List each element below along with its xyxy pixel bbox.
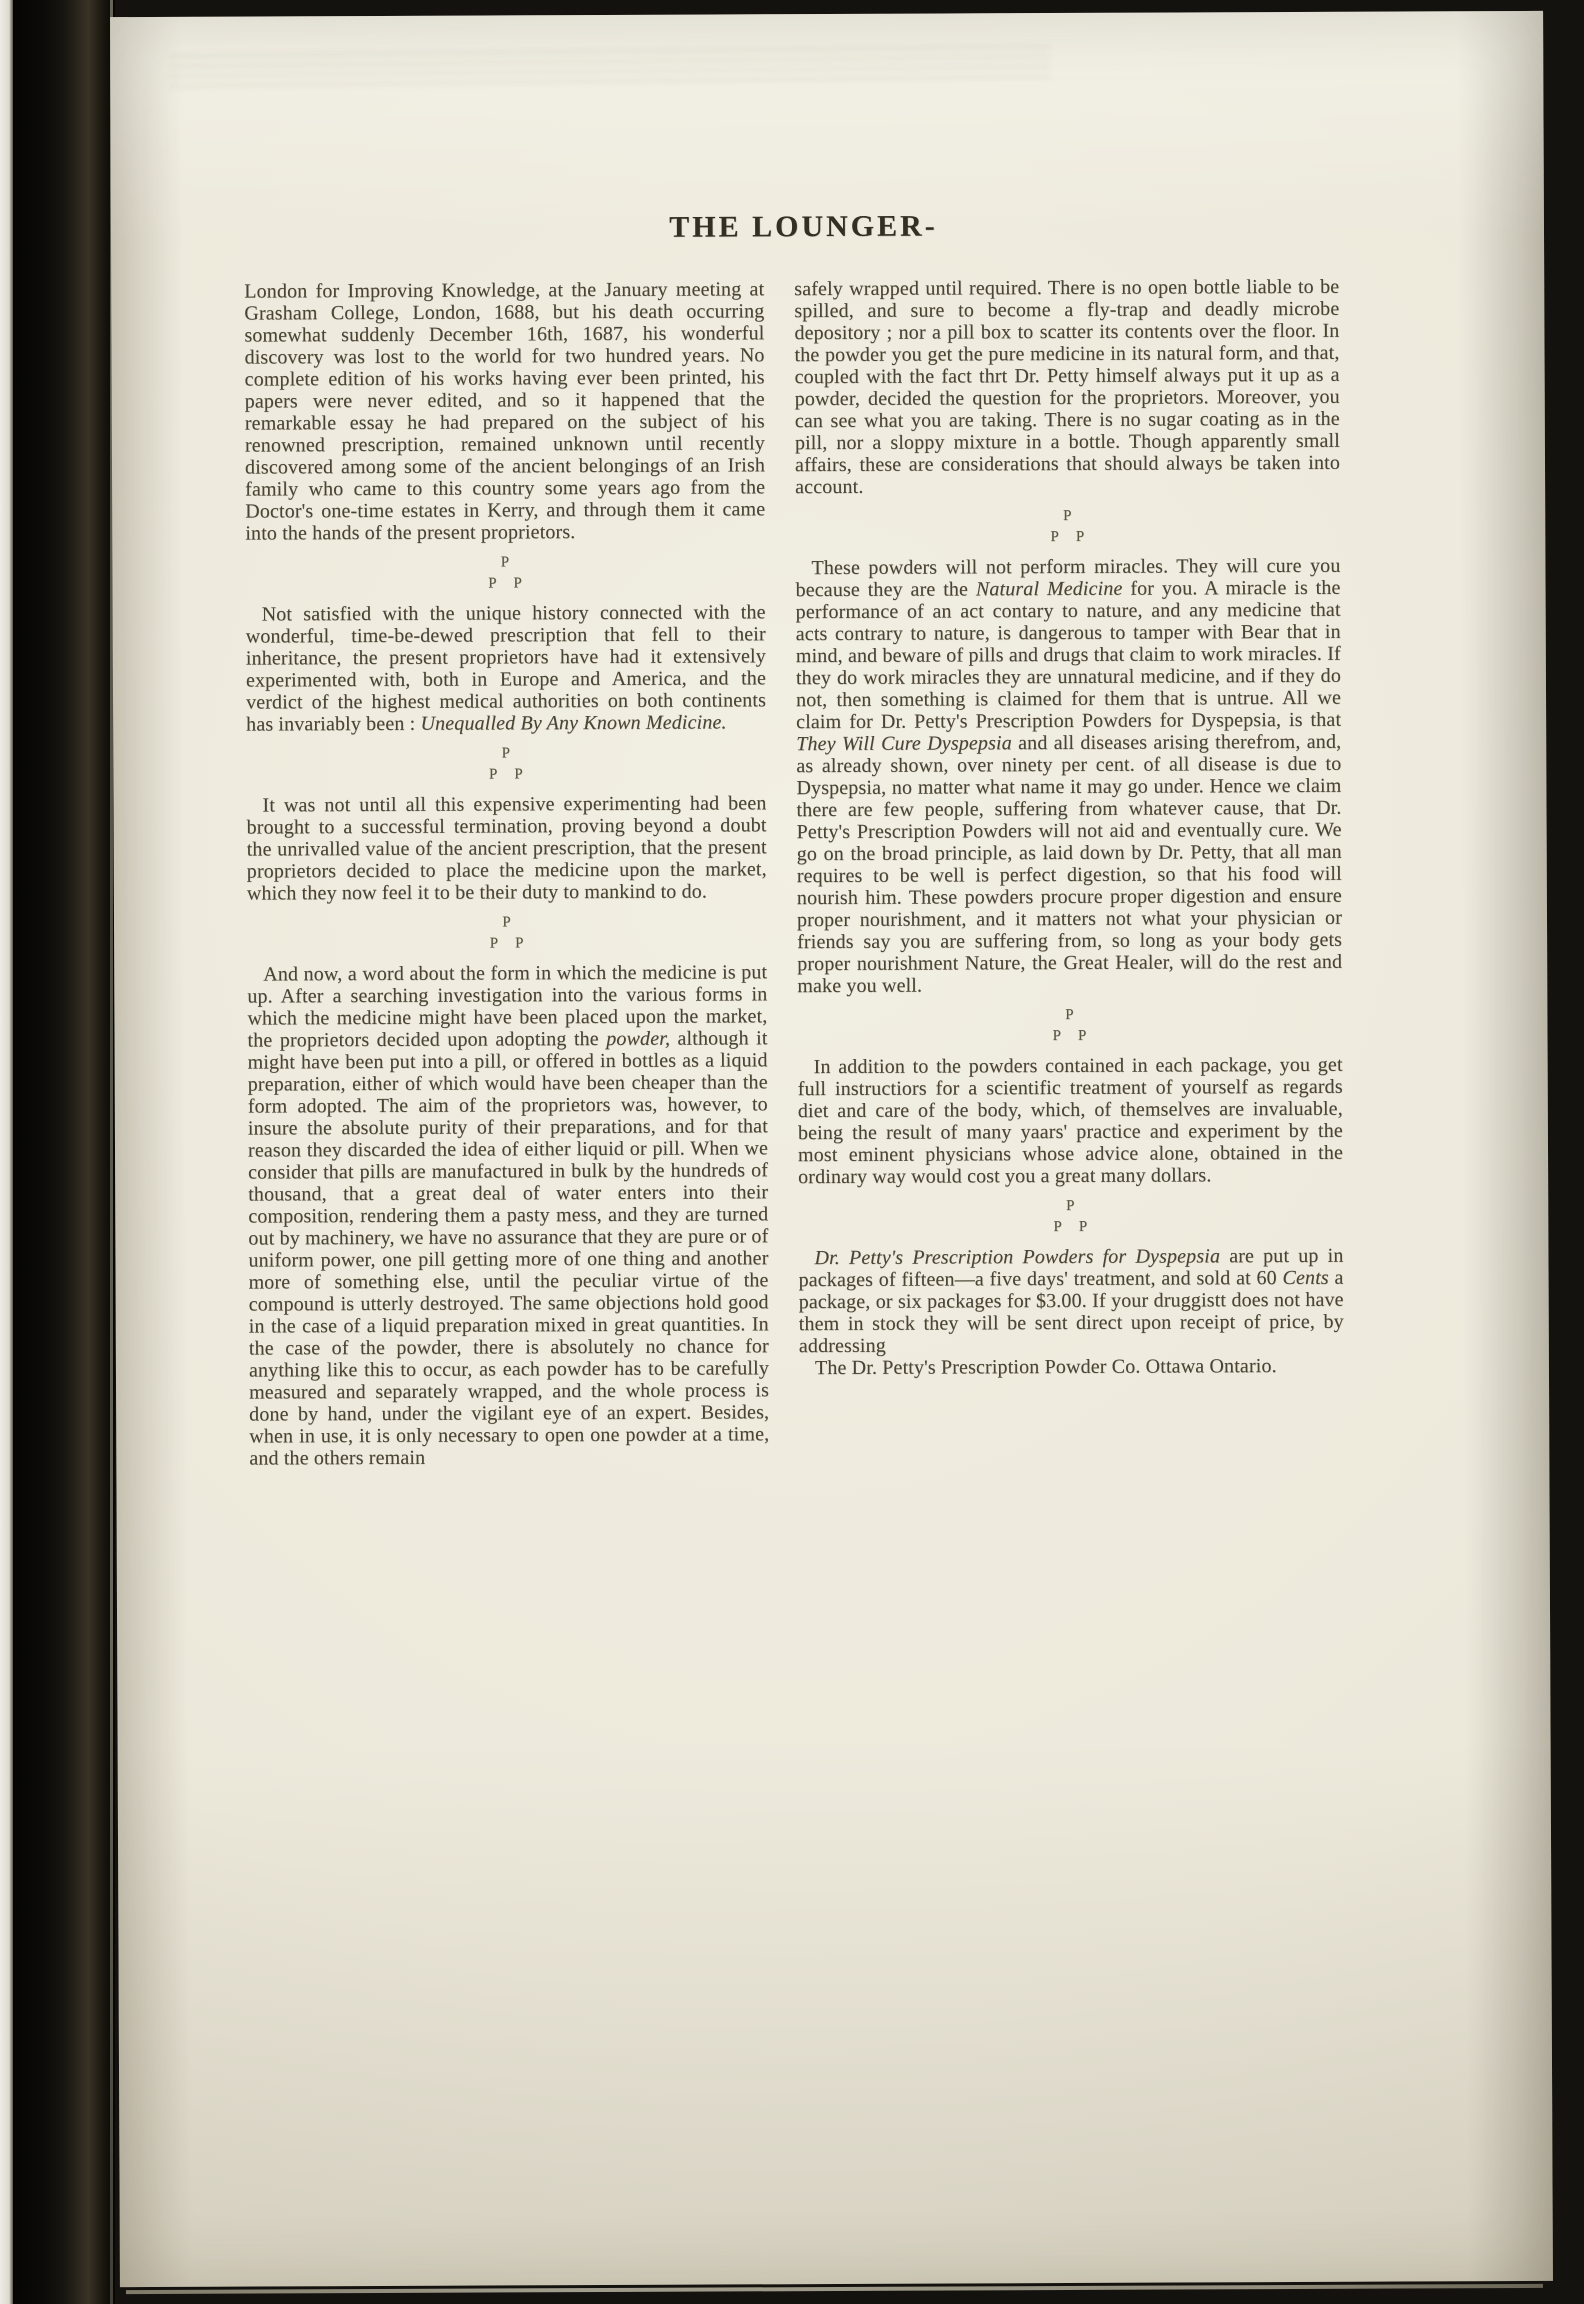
paragraph-separator: P P P — [488, 554, 523, 592]
ink-bleedthrough-smudge — [170, 38, 1050, 94]
paragraph: It was not until all this expensive experimenting had been brought to a successful termination, proving beyond a doubt the unrivalled value of the ancient prescription, that the present proprietors decided to place the medicine upon the market, which they now feel it to be their duty to mankind to do. — [246, 792, 767, 905]
paragraph-separator: P P P — [489, 914, 525, 952]
paragraph: Not satisfied with the unique history connected with the wonderful, time-be-dewed prescription that fell to their inheritance, the present proprietors have had it extensively experimented with, both in Europe and America, and the verdict of the highest medical authorities on both continents has invariably been : Unequalled By Any Known Medicine. — [245, 601, 767, 736]
paper-page — [110, 11, 1553, 2287]
paragraph-separator: P P P — [1052, 1006, 1088, 1045]
paragraph: London for Improving Knowledge, at the January meeting at Grasham College, London, 1688, but his death occurring somewhat suddenly December 16th, 1687, his wonderful discovery was lost to the world for two hundred years. No complete edition of his works having ever been printed, his papers were never edited, and so it happened that the remarkable essay he had prepared on the subject of his renowned prescription, remained unknown until recently discovered among some of the ancient belongings of an Irish family who came to this country some years ago from the Doctor's one-time estates in Kerry, and through them it came into the hands of the present proprietors. — [244, 278, 766, 545]
paragraph: safely wrapped until required. There is no open bottle liable to be spilled, and sure to become a fly-trap and deadly microbe depository ; nor a pill box to scatter its contents over the floor. In the powder you get the pure medicine in its natural form, and that, coupled with the fact thrt Dr. Petty himself always put it up as a powder, decided the question for the proprietors. Moreover, you can see what you are taking. There is no sugar coating as in the pill, nor a sloppy mixture in a bottle. Though apparently small affairs, these are considerations that should always be taken into account. — [794, 275, 1341, 499]
scan-left-edge — [0, 0, 13, 2304]
left-column — [244, 278, 769, 1469]
paragraph: In addition to the powders contained in each package, you get full instructiors for a scientific treatment of yourself as regards diet and care of the body, which, of themselves are invaluable, being the result of many yaars' practice and experiment by the most eminent physicians whose advice alone, obtained in the ordinary way would cost you a great many dollars. — [797, 1053, 1344, 1189]
paragraph: The Dr. Petty's Prescription Powder Co. Ottawa Ontario. — [814, 1355, 1277, 1380]
text-columns — [244, 276, 1344, 1470]
paragraph-separator: P P P — [1053, 1197, 1089, 1236]
paragraph: And now, a word about the form in which the medicine is put up. After a searching investigation into the various forms in which the medicine might have been placed upon the market, the proprietors decided upon adopting the powder, although it might have been put into a pill, or offered in bottles as a liquid preparation, either of which would have been cheaper than the form adopted. The aim of the proprietors was, however, to insure the absolute purity of their preparations, and for that reason they discarded the idea of either liquid or pill. When we consider that pills are manufactured in bulk by the hundreds of thousand, that a great deal of water enters into their composition, rendering them a pasty mess, and they are turned out by machinery, we have no assurance that they are pure or of uniform power, one pill getting more of one thing and another more of something else, until the peculiar virtue of the compound is utterly destroyed. The same objections hold good in the case of a liquid preparation mixed in great quantities. In the case of the powder, there is absolutely no chance for anything like this to occur, as each powder has to be carefully measured and separately wrapped, and the whole process is done by hand, under the vigilant eye of an expert. Besides, when in use, it is only necessary to open one powder at a time, and the others remain — [247, 961, 770, 1470]
paragraph-separator: P P P — [488, 745, 524, 783]
paragraph-separator: P P P — [1050, 507, 1086, 546]
page-content — [244, 208, 1344, 1470]
paragraph: These powders will not perform miracles. They will cure you because they are the Natural Medicine for you. A miracle is the performance of an act contary to nature, and any medicine that acts contrary to nature, is dangerous to tamper with Bear that in mind, and beware of pills and drugs that claim to work miracles. If they do work miracles they are unnatural medicine, and if they do not, then something is claimed for them that is untrue. All we claim for Dr. Petty's Prescription Powders for Dyspepsia, is that They Will Cure Dyspepsia and all diseases arising therefrom, and, as already shown, over ninety per cent. of all disease is due to Dyspepsia, no matter what name it may go under. Hence we claim there are few people, suffering from whatever cause, that Dr. Petty's Prescription Powders will not aid and eventually cure. We go on the broad principle, as laid down by Dr. Petty, that all man requires to be well is perfect digestion, so that his food will nourish him. These powders procure proper digestion and ensure proper nourishment, and it matters not what your physician or friends say you are suffering from, so long as your body gets proper nourishment Nature, the Great Healer, will do the rest and make you well. — [795, 554, 1343, 998]
book-spine — [13, 0, 115, 2304]
page-title: THE LOUNGER- — [669, 209, 938, 244]
right-column — [794, 276, 1344, 1467]
paragraph: Dr. Petty's Prescription Powders for Dyspepsia are put up in packages of fifteen—a five days' treatment, and sold at 60 Cents a package, or six packages for $3.00. If your druggistt does not have them in stock they will be sent direct upon receipt of price, by addressing — [798, 1244, 1344, 1358]
